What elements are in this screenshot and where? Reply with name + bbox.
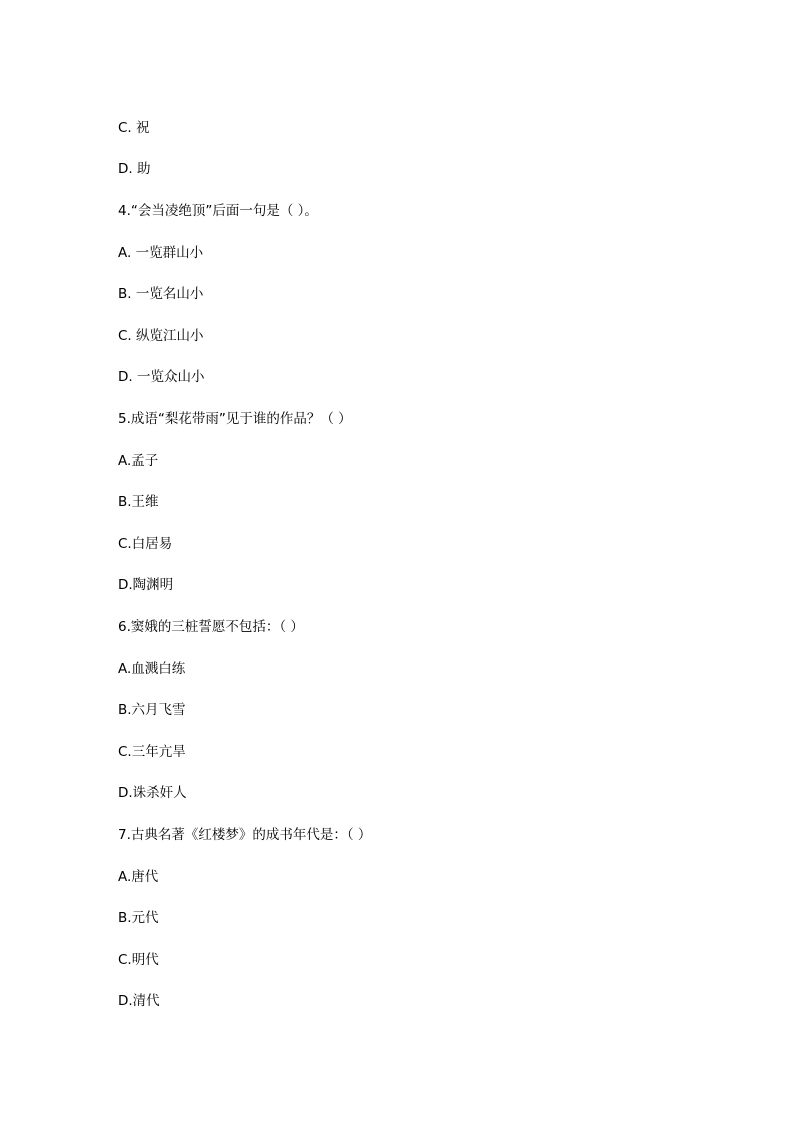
q5-option-a: A.孟子 bbox=[118, 453, 159, 469]
q6-question: 6.窦娥的三桩誓愿不包括：（ ） bbox=[118, 619, 304, 635]
q5-option-c: C.白居易 bbox=[118, 536, 173, 552]
q3-option-d: D. 助 bbox=[118, 161, 151, 177]
q4-option-d: D. 一览众山小 bbox=[118, 369, 205, 385]
q7-option-c: C.明代 bbox=[118, 952, 159, 968]
q7-option-a: A.唐代 bbox=[118, 869, 159, 885]
q6-option-d: D.诛杀奸人 bbox=[118, 785, 187, 801]
q5-question: 5.成语“梨花带雨”见于谁的作品？（ ） bbox=[118, 411, 352, 427]
q6-option-a: A.血溅白练 bbox=[118, 661, 186, 677]
q4-option-c: C. 纵览江山小 bbox=[118, 328, 204, 344]
q4-question: 4.“会当凌绝顶”后面一句是（ ）。 bbox=[118, 203, 318, 219]
q4-option-b: B. 一览名山小 bbox=[118, 286, 204, 302]
q3-option-c: C. 祝 bbox=[118, 120, 150, 136]
q5-option-b: B.王维 bbox=[118, 494, 159, 510]
q4-option-a: A. 一览群山小 bbox=[118, 245, 204, 261]
q7-option-b: B.元代 bbox=[118, 910, 159, 926]
q7-option-d: D.清代 bbox=[118, 993, 160, 1009]
q6-option-c: C.三年亢旱 bbox=[118, 744, 186, 760]
q5-option-d: D.陶渊明 bbox=[118, 577, 174, 593]
q7-question: 7.古典名著《红楼梦》的成书年代是：（ ） bbox=[118, 827, 372, 843]
q6-option-b: B.六月飞雪 bbox=[118, 702, 186, 718]
